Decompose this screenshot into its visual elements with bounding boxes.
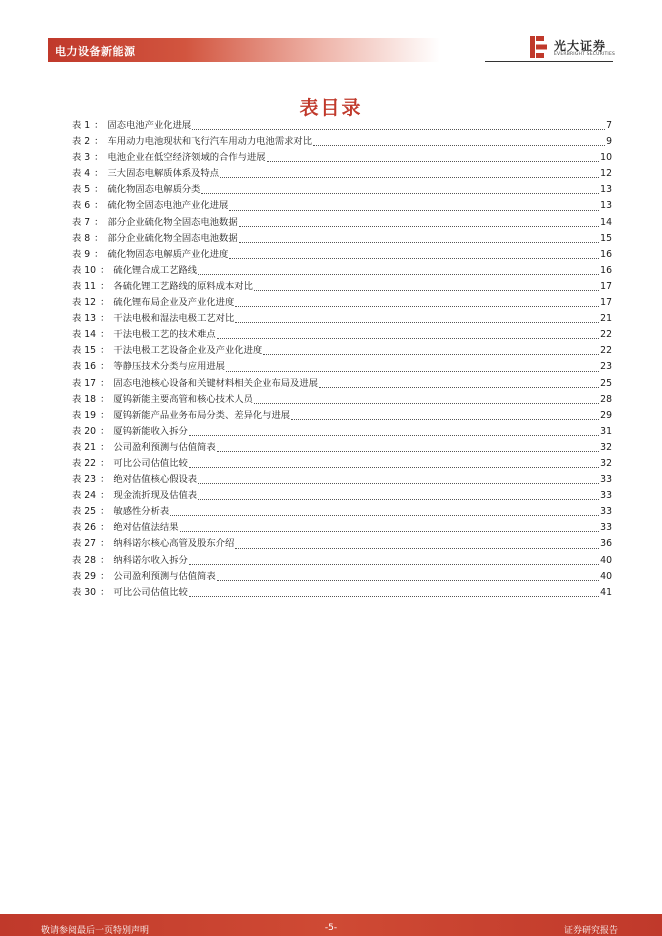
toc-entry[interactable]: [72, 392, 612, 408]
toc-entry-title: 各硫化锂工艺路线的原料成本对比: [113, 280, 253, 292]
toc-entry-page: 33: [600, 506, 612, 518]
toc-entry-colon: ：: [94, 232, 104, 244]
toc-entry-label: 表 8: [72, 232, 91, 244]
toc-entry-title: 厦钨新能产品业务布局分类、差异化与进展: [113, 409, 291, 421]
toc-entry-page: 32: [600, 441, 612, 453]
toc-entry-label: 表 17: [72, 377, 97, 389]
toc-entry-colon: ：: [100, 554, 110, 566]
toc-entry-colon: ：: [94, 168, 104, 180]
footer-report-type: 证券研究报告: [563, 926, 618, 936]
toc-entry-page: 33: [600, 522, 612, 534]
toc-entry-page: 13: [600, 184, 612, 196]
toc-entry-page: 16: [600, 264, 612, 276]
toc-entry-page: 40: [600, 570, 612, 582]
toc-dot-leader: [239, 225, 600, 227]
toc-entry-page: 14: [600, 216, 612, 228]
toc-entry[interactable]: [72, 553, 612, 569]
toc-entry-colon: ：: [100, 457, 110, 469]
toc-entry-page: 33: [600, 474, 612, 486]
toc-entry-label: 表 25: [72, 506, 97, 518]
toc-entry-title: 纳科诺尔核心高管及股东介绍: [113, 538, 235, 550]
toc-entry-label: 表 6: [72, 200, 91, 212]
toc-entry-page: 22: [600, 329, 612, 341]
toc-entry-colon: ：: [94, 120, 104, 131]
toc-entry-title: 部分企业硫化物全固态电池数据: [107, 232, 238, 244]
toc-dot-leader: [254, 289, 599, 291]
toc-entry-colon: ：: [100, 329, 110, 341]
toc-entry[interactable]: [72, 134, 612, 150]
toc-entry-label: 表 29: [72, 570, 97, 582]
toc-dot-leader: [189, 563, 599, 565]
toc-dot-leader: [229, 257, 599, 259]
toc-entry-label: 表 24: [72, 490, 97, 502]
toc-entry-label: 表 23: [72, 474, 97, 486]
toc-entry-label: 表 19: [72, 409, 97, 421]
toc-entry[interactable]: [72, 472, 612, 488]
toc-entry-colon: ：: [100, 538, 110, 550]
toc-entry-page: 41: [600, 586, 612, 598]
toc-entry-colon: ：: [100, 313, 110, 325]
toc-entry-page: 29: [600, 409, 612, 421]
toc-dot-leader: [226, 370, 599, 372]
toc-entry-label: 表 12: [72, 297, 97, 309]
toc-entry-title: 电池企业在低空经济领域的合作与进展: [107, 152, 266, 164]
toc-entry-colon: ：: [100, 377, 110, 389]
toc-dot-leader: [198, 273, 599, 275]
toc-entry-colon: ：: [100, 522, 110, 534]
header-section-band: [48, 38, 440, 62]
toc-entry-title: 硫化锂布局企业及产业化进度: [113, 297, 235, 309]
toc-entry-page: 25: [600, 377, 612, 389]
toc-entry[interactable]: [72, 118, 612, 134]
toc-entry[interactable]: [72, 504, 612, 520]
toc-entry-label: 表 7: [72, 216, 91, 228]
toc-entry[interactable]: [72, 231, 612, 247]
toc-entry[interactable]: [72, 311, 612, 327]
toc-entry-title: 公司盈利预测与估值简表: [113, 441, 216, 453]
toc-entry[interactable]: [72, 343, 612, 359]
toc-entry-label: 表 14: [72, 329, 97, 341]
toc-entry-page: 32: [600, 457, 612, 469]
toc-entry-page: 33: [600, 490, 612, 502]
toc-entry-page: 12: [600, 168, 612, 180]
toc-entry[interactable]: [72, 376, 612, 392]
toc-dot-leader: [217, 579, 599, 581]
toc-entry-title: 干法电极工艺设备企业及产业化进度: [113, 345, 263, 357]
toc-entry[interactable]: [72, 440, 612, 456]
toc-dot-leader: [198, 498, 599, 500]
header-section-title: 电力设备新能源: [55, 45, 136, 58]
toc-entry-colon: ：: [94, 216, 104, 228]
toc-entry-title: 厦钨新能收入拆分: [113, 425, 188, 437]
toc-dot-leader: [180, 530, 600, 532]
everbright-logo-icon: [530, 36, 550, 58]
toc-entry-label: 表 4: [72, 168, 91, 180]
toc-entry-colon: ：: [100, 474, 110, 486]
toc-dot-leader: [267, 160, 600, 162]
toc-dot-leader: [254, 402, 599, 404]
footer-disclaimer: 敬请参阅最后一页特别声明: [41, 926, 150, 936]
toc-entry-label: 表 22: [72, 457, 97, 469]
toc-entry-colon: ：: [94, 136, 104, 148]
toc-entry-title: 厦钨新能主要高管和核心技术人员: [113, 393, 253, 405]
toc-dot-leader: [217, 450, 599, 452]
logo-chinese-name: 光大证券: [554, 39, 607, 53]
toc-entry-page: 7: [606, 120, 612, 131]
toc-entry-colon: ：: [94, 152, 104, 164]
toc-entry-label: 表 11: [72, 280, 97, 292]
toc-entry-page: 16: [600, 248, 612, 260]
toc-entry-label: 表 10: [72, 264, 97, 276]
toc-entry-title: 固态电池产业化进展: [107, 120, 192, 131]
toc-entry-label: 表 16: [72, 361, 97, 373]
toc-entry-label: 表 5: [72, 184, 91, 196]
toc-dot-leader: [201, 192, 599, 194]
toc-entry-title: 车用动力电池现状和飞行汽车用动力电池需求对比: [107, 136, 313, 148]
toc-entry-colon: ：: [100, 393, 110, 405]
toc-dot-leader: [235, 305, 599, 307]
toc-entry-colon: ：: [100, 490, 110, 502]
toc-entry[interactable]: [72, 569, 612, 585]
header-divider: [485, 61, 613, 62]
toc-entry[interactable]: [72, 215, 612, 231]
toc-dot-leader: [239, 241, 600, 243]
toc-entry[interactable]: [72, 488, 612, 504]
toc-entry-page: 36: [600, 538, 612, 550]
toc-entry-page: 31: [600, 425, 612, 437]
toc-entry-label: 表 3: [72, 152, 91, 164]
toc-entry-page: 22: [600, 345, 612, 357]
toc-entry-label: 表 20: [72, 425, 97, 437]
toc-entry[interactable]: [72, 247, 612, 263]
toc-entry-label: 表 26: [72, 522, 97, 534]
toc-entry-title: 绝对估值法结果: [113, 522, 179, 534]
toc-entry-title: 现金流折现及估值表: [113, 490, 198, 502]
toc-dot-leader: [263, 353, 599, 355]
toc-entry-colon: ：: [100, 570, 110, 582]
toc-dot-leader: [229, 209, 599, 211]
toc-entry-page: 9: [606, 136, 612, 148]
toc-entry-label: 表 28: [72, 554, 97, 566]
toc-dot-leader: [189, 434, 599, 436]
toc-entry[interactable]: [72, 585, 612, 601]
toc-entry-title: 纳科诺尔收入拆分: [113, 554, 188, 566]
toc-entry-page: 17: [600, 280, 612, 292]
toc-dot-leader: [313, 144, 605, 146]
toc-entry-title: 干法电极和湿法电极工艺对比: [113, 313, 235, 325]
toc-entry[interactable]: [72, 295, 612, 311]
toc-entry[interactable]: [72, 359, 612, 375]
toc-dot-leader: [235, 547, 599, 549]
toc-entry-colon: ：: [100, 506, 110, 518]
toc-entry-label: 表 2: [72, 136, 91, 148]
toc-entry-title: 硫化物固态电解质分类: [107, 184, 201, 196]
toc-dot-leader: [192, 128, 605, 130]
toc-entry[interactable]: [72, 536, 612, 552]
toc-entry-title: 等静压技术分类与应用进展: [113, 361, 225, 373]
toc-dot-leader: [235, 321, 599, 323]
logo-english-name: EVERBRIGHT SECURITIES: [554, 52, 616, 57]
toc-entry-label: 表 1: [72, 120, 91, 131]
toc-title: 表目录: [299, 97, 363, 119]
toc-entry-colon: ：: [94, 184, 104, 196]
toc-entry[interactable]: [72, 150, 612, 166]
toc-entry[interactable]: [72, 166, 612, 182]
toc-entry-title: 敏感性分析表: [113, 506, 170, 518]
toc-entry-page: 28: [600, 393, 612, 405]
toc-entry-page: 17: [600, 297, 612, 309]
toc-entry-colon: ：: [100, 425, 110, 437]
toc-entry[interactable]: [72, 456, 612, 472]
toc-entry-label: 表 21: [72, 441, 97, 453]
toc-entry-page: 10: [600, 152, 612, 164]
toc-entry-colon: ：: [94, 248, 104, 260]
table-of-tables: [72, 118, 612, 601]
toc-entry-title: 三大固态电解质体系及特点: [107, 168, 220, 180]
toc-entry-title: 干法电极工艺的技术难点: [113, 329, 216, 341]
toc-entry-colon: ：: [100, 345, 110, 357]
toc-entry-label: 表 18: [72, 393, 97, 405]
toc-entry-colon: ：: [100, 280, 110, 292]
toc-entry-label: 表 27: [72, 538, 97, 550]
toc-dot-leader: [217, 337, 599, 339]
toc-entry-colon: ：: [100, 361, 110, 373]
toc-entry[interactable]: [72, 263, 612, 279]
toc-entry-colon: ：: [100, 297, 110, 309]
toc-entry-colon: ：: [100, 264, 110, 276]
toc-entry-colon: ：: [94, 200, 104, 212]
toc-entry-page: 13: [600, 200, 612, 212]
toc-dot-leader: [189, 466, 599, 468]
toc-dot-leader: [220, 176, 599, 178]
toc-entry-page: 40: [600, 554, 612, 566]
toc-entry[interactable]: [72, 408, 612, 424]
toc-entry-title: 部分企业硫化物全固态电池数据: [107, 216, 238, 228]
toc-entry-label: 表 30: [72, 586, 97, 598]
toc-entry-colon: ：: [100, 586, 110, 598]
toc-dot-leader: [291, 418, 599, 420]
toc-entry-colon: ：: [100, 409, 110, 421]
toc-entry-title: 公司盈利预测与估值简表: [113, 570, 216, 582]
toc-entry-title: 硫化锂合成工艺路线: [113, 264, 198, 276]
toc-entry-page: 23: [600, 361, 612, 373]
toc-entry-label: 表 9: [72, 248, 91, 260]
toc-entry-colon: ：: [100, 441, 110, 453]
toc-entry-title: 绝对估值核心假设表: [113, 474, 198, 486]
brand-logo: [530, 36, 620, 60]
toc-entry[interactable]: [72, 327, 612, 343]
toc-entry[interactable]: [72, 198, 612, 214]
toc-entry[interactable]: [72, 520, 612, 536]
toc-entry-title: 可比公司估值比较: [113, 457, 188, 469]
toc-entry[interactable]: [72, 182, 612, 198]
toc-entry-page: 15: [600, 232, 612, 244]
toc-entry-title: 固态电池核心设备和关键材料相关企业布局及进展: [113, 377, 318, 389]
page-number: -5-: [324, 923, 338, 933]
toc-entry-title: 硫化物全固态电池产业化进展: [107, 200, 229, 212]
toc-dot-leader: [319, 386, 599, 388]
toc-entry-label: 表 13: [72, 313, 97, 325]
toc-entry[interactable]: [72, 424, 612, 440]
toc-dot-leader: [198, 482, 599, 484]
toc-entry[interactable]: [72, 279, 612, 295]
toc-entry-label: 表 15: [72, 345, 97, 357]
toc-entry-title: 硫化物固态电解质产业化进度: [107, 248, 229, 260]
toc-dot-leader: [189, 595, 599, 597]
toc-entry-page: 21: [600, 313, 612, 325]
toc-entry-title: 可比公司估值比较: [113, 586, 188, 598]
toc-dot-leader: [170, 514, 599, 516]
